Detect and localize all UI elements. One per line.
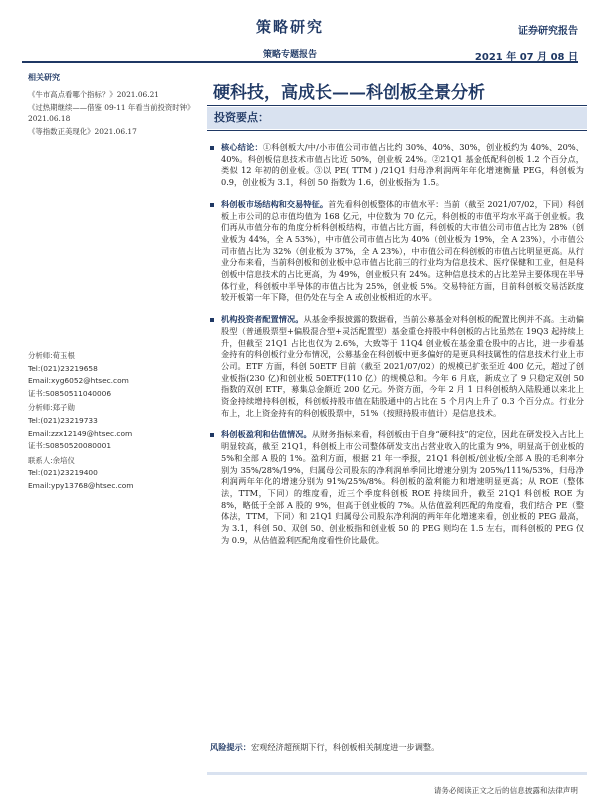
risk-warning	[210, 742, 439, 753]
bullet-icon	[210, 318, 214, 322]
section-divider	[207, 130, 587, 131]
key-point-text: 从财务指标来看，科创板由于自身“硬科技”的定位，因此在研发投入占比上明显较高，截至 21Q1，科创板上市公司整体研发支出占营业收入的比重为 9%，明显高于创业板的 5%和全部 A 股的 1%。盈利方面，根据 21 年一季报，21Q1 科创板/创业板/全部 A 股的毛利率分别为 35%/28%/19%，归属母公司股东的净利润单季同比增速分别为 205%/111%/53%，归母净利润两年年化的增速分别为 91%/25%/8%。科创板的盈利能力和增速明显更高；从 ROE（整体法，TTM，下同）的维度看，近三个季度科创板 ROE 持续回升，截至 21Q1 科创板 ROE 为 8%，略低于全部 A 股的 9%，但高于创业板的 7%。从估值盈利匹配的角度看，我们结合 PE（整体法，TTM，下同）和 21Q1 归属母公司股东净利润的两年年化增速来看，创业板的 PEG 最高，为 3.1，科创 50、双创 50、创业板指和创业板 50 的 PEG 则均在 1.5 左右，而科创板的 PEG 仅为 0.9，从估值盈利匹配角度看性价比最优。	[221, 429, 584, 545]
key-point-lead: 科创板盈利和估值情况。	[221, 429, 312, 440]
key-point-lead: 机构投资者配置情况。	[221, 314, 304, 325]
risk-lead: 风险提示：	[210, 742, 251, 752]
key-point-lead: 科创板市场结构和交易特征。	[221, 198, 329, 209]
analyst-contacts	[28, 350, 193, 495]
related-link[interactable]: 《过热期继续——借鉴 09-11 年看当前投资时钟》2021.06.18	[28, 103, 191, 123]
risk-text: 宏观经济超预期下行，科创板相关制度进一步调整。	[250, 742, 440, 752]
analyst-cert: 证书:S0850520080001	[28, 441, 112, 451]
report-brand: 证券研究报告	[518, 26, 578, 37]
analyst-block	[28, 350, 193, 400]
analyst-tel: Tel:(021)23219658	[28, 363, 98, 373]
analyst-block	[28, 402, 193, 452]
key-point	[210, 142, 584, 189]
analyst-email[interactable]: Email:ypy13768@htsec.com	[28, 480, 134, 490]
analyst-tel: Tel:(021)23219400	[28, 468, 98, 478]
report-header	[0, 0, 600, 62]
title-divider	[207, 105, 587, 106]
key-point-text: 从基金季报披露的数据看，当前公募基金对科创板的配置比例并不高。主动偏股型（普通股票型+偏股混合型+灵活配置型）基金重仓持股中科创板的占比虽然在 19Q3 起持续上升，但截至 21Q1 占比也仅为 2.6%，大致等于 11Q4 创业板在基金重仓股中的占比，进一步看基金持有的科创板行业分布情况，公募基金在科创板中更多偏好的是更具科技属性的信息技术行业上市公司。ETF 方面，科创 50ETF 目前（截至 2021/07/02）的规模已扩张至近 400 亿元，超过了创业板指(230 亿)和创业板 50ETF(110 亿）的规模总和。今年 6 月底，新成立了 9 只稳定双创 50 指数的双创 ETF，募集总金额近 200 亿元。外资方面，今年 2 月 1 日科创板纳入陆股通以来北上资金持续增持科创板，科创板持股市值在陆股通中的占比在 5 个月内上升了 0.3 个百分点。行业分布上，北上资金持有的科创板股票中，51%（按照持股市值计）是信息技术。	[221, 314, 584, 418]
bullet-icon	[210, 203, 214, 207]
report-type: 策略专题报告	[262, 50, 317, 60]
bullet-icon	[210, 146, 214, 150]
analyst-cert: 证书:S0850511040006	[28, 388, 112, 398]
analyst-block	[28, 455, 193, 493]
key-point	[210, 314, 584, 419]
header-divider	[22, 61, 578, 63]
analyst-name: 分析师:荀玉根	[28, 351, 75, 360]
analyst-email[interactable]: Email:xyg6052@htsec.com	[28, 376, 129, 386]
sidebar	[28, 72, 193, 139]
bullet-icon	[210, 433, 214, 437]
header-center	[200, 16, 380, 60]
footer-disclaimer: 请务必阅读正文之后的信息披露和法律声明	[433, 786, 578, 795]
related-link[interactable]: 《牛市高点看哪个指标？》2021.06.21	[28, 90, 160, 99]
analyst-email[interactable]: Email:zzx12149@htsec.com	[28, 428, 133, 438]
key-point-lead: 核心结论：	[221, 142, 263, 152]
report-body	[210, 142, 584, 557]
report-date: 2021 年 07 月 08 日	[474, 52, 578, 63]
header-right	[475, 22, 578, 63]
analyst-name: 联系人:余培仪	[28, 455, 75, 465]
related-link[interactable]: 《等指数正美现化》2021.06.17	[28, 127, 137, 136]
footer-band	[207, 772, 587, 775]
related-research-heading: 相关研究	[28, 73, 60, 82]
key-point-text: ①科创板大/中/小市值公司市值占比约 30%、40%、30%，创业板约为 40%、20%、40%。科创板信息技术市值占比近 50%，创业板 24%。②21Q1 基金低配科创板 1.2 个百分点，类似 12 年初的创业板。③以 PE( TTM ) /21Q1 归母净利润两年年化增速衡量 PEG，科创板为 0.9，创业板为 3.1，科创 50 指数为 1.6，创业板指为 1.5。	[221, 142, 584, 188]
key-point	[210, 429, 584, 546]
section-heading: 投资要点：	[207, 107, 587, 129]
key-point-text: 首先看科创板整体的市值水平：当前（截至 2021/07/02，下同）科创板上市公司的总市值均值为 168 亿元，中位数为 70 亿元，科创板的市值平均水平高于创业板。我们再从市值分布的角度分析科创板结构，市值占比方面，科创板的大市值公司市值占比为 28%（创业板为 44%，全 A 53%），中市值公司市值占比为 40%（创业板为 19%，全 A 23%），小市值公司市值占比为 32%（创业板为 37%，全 A 23%），中市值公司在科创板的市值占比明显更高。从行业分布来看，当前科创板和创业板中总市值占比前三的行业均为信息技术、医疗保健和工业，但是科创板中信息技术的占比更高，为 49%，创业板只有 24%。这种信息技术的占比差异主要体现在半导体行业，科创板中半导体的市值占比为 25%，创业板 5%。交易特征方面，目前科创板交易活跃度较开板第一年下降，但仍处在与全 A 或创业板相近的水平。	[221, 198, 584, 303]
analyst-name: 分析师:郑子勋	[28, 403, 75, 413]
report-category: 策略研究	[255, 18, 324, 36]
analyst-tel: Tel:(021)23219733	[28, 415, 98, 425]
key-point	[210, 199, 584, 304]
report-title: 硬科技，高成长——科创板全景分析	[213, 83, 485, 103]
